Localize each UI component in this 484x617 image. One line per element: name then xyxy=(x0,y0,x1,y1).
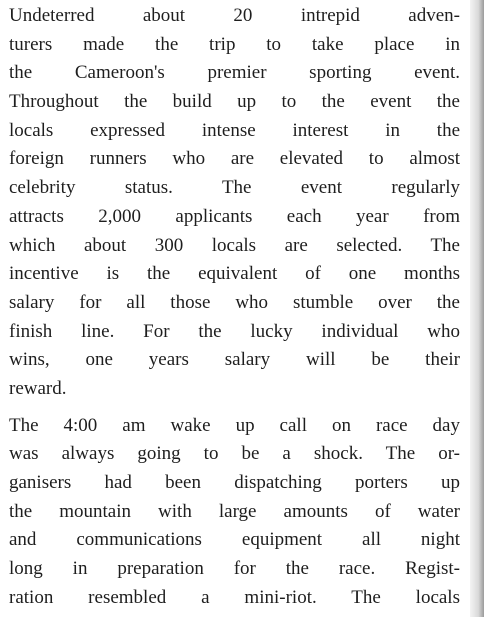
text-line: locals expressed intense interest in the xyxy=(9,119,460,141)
text-line: and communications equipment all night xyxy=(9,529,460,551)
text-line: turers made the trip to take place in xyxy=(9,33,460,55)
text-line: celebrity status. The event regularly xyxy=(9,177,460,199)
text-line: ration resembled a mini-riot. The locals xyxy=(9,586,460,608)
text-line: reward. xyxy=(9,377,67,399)
text-line: ganisers had been dispatching porters up xyxy=(9,472,460,493)
text-line: foreign runners who are elevated to almost xyxy=(9,148,460,170)
article-text-column xyxy=(9,2,460,612)
text-line: was always going to be a shock. The or- xyxy=(9,443,460,465)
text-line: the mountain with large amounts of water xyxy=(9,500,460,522)
paragraph-1 xyxy=(9,2,460,404)
text-line: the Cameroon's premier sporting event. xyxy=(9,62,460,84)
text-line: which about 300 locals are selected. The xyxy=(9,234,460,256)
text-line: salary for all those who stumble over the xyxy=(9,291,460,313)
text-line: finish line. For the lucky individual who xyxy=(9,320,460,342)
text-line: Undeterred about 20 intrepid adven- xyxy=(9,5,460,26)
text-line: incentive is the equivalent of one months xyxy=(9,263,460,285)
text-line: long in preparation for the race. Regist- xyxy=(9,558,460,580)
text-line: attracts 2,000 applicants each year from xyxy=(9,205,460,227)
page-edge-shadow xyxy=(470,0,484,617)
text-line: wins, one years salary will be their xyxy=(9,349,460,371)
text-line: Throughout the build up to the event the xyxy=(9,91,460,113)
text-line: The 4:00 am wake up call on race day xyxy=(9,414,460,436)
paragraph-2 xyxy=(9,412,460,613)
